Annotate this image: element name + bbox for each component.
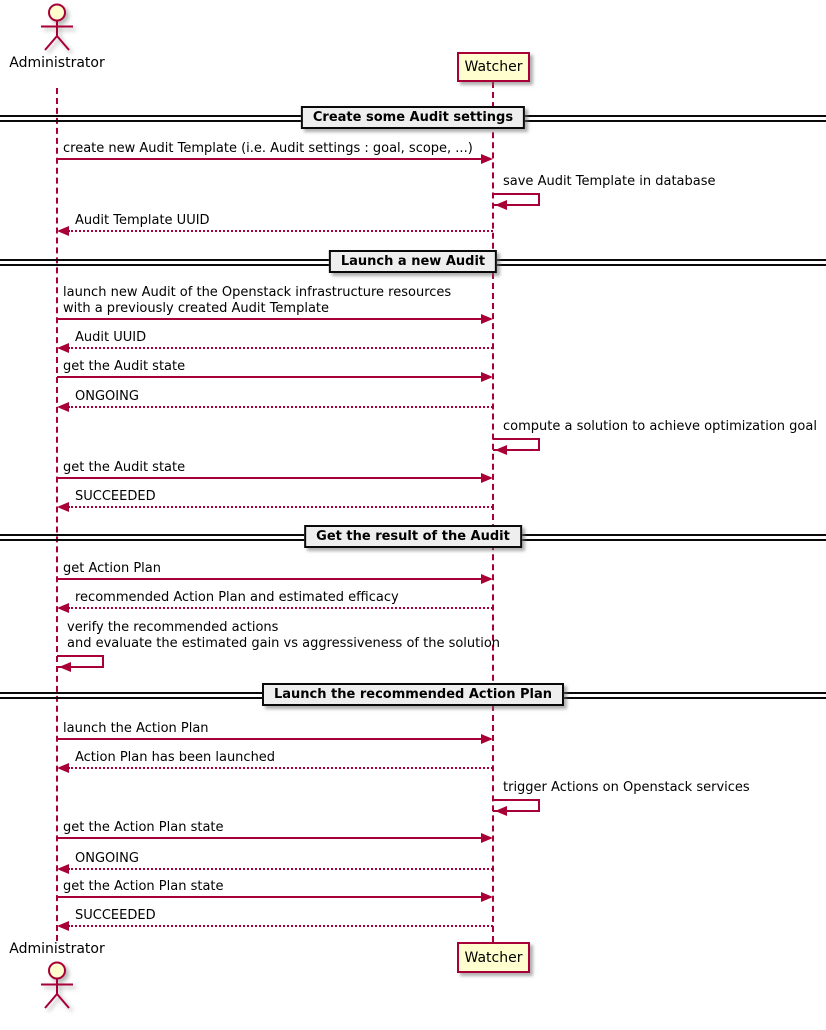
message-label: get Action Plan: [63, 561, 161, 576]
actor-icon: [34, 960, 80, 1014]
arrowhead-icon: [57, 502, 69, 512]
message-label: Action Plan has been launched: [75, 750, 276, 765]
message-label: get the Action Plan state: [63, 879, 224, 894]
message-label: create new Audit Template (i.e. Audit settings : goal, scope, ...): [63, 141, 473, 156]
message-line: [57, 738, 483, 740]
section-divider-label: Launch the recommended Action Plan: [262, 683, 564, 706]
section-divider-label: Launch a new Audit: [329, 250, 497, 273]
section-divider-label: Get the result of the Audit: [304, 525, 522, 548]
arrowhead-icon: [481, 892, 493, 902]
arrowhead-icon: [481, 833, 493, 843]
arrowhead-icon: [481, 154, 493, 164]
message-label: launch the Action Plan: [63, 721, 209, 736]
message-line: [57, 318, 483, 320]
message-label: verify the recommended actions and evaluate the estimated gain vs aggressiveness of the solution: [67, 620, 501, 651]
message-label: trigger Actions on Openstack services: [503, 780, 750, 795]
message-label: launch new Audit of the Openstack infrastructure resources with a previously created Audit Template: [63, 285, 452, 316]
arrowhead-icon: [57, 603, 69, 613]
participant-label: Watcher: [464, 949, 523, 966]
message-line: [68, 767, 493, 769]
message-label: compute a solution to achieve optimization goal: [503, 419, 817, 434]
arrowhead-icon: [57, 864, 69, 874]
message-line: [57, 477, 483, 479]
message-line: [68, 230, 493, 232]
message-line: [68, 868, 493, 870]
message-line: [57, 158, 483, 160]
arrowhead-icon: [57, 226, 69, 236]
message-label: Audit Template UUID: [75, 213, 210, 228]
message-line: [68, 925, 493, 927]
arrowhead-icon: [481, 314, 493, 324]
message-label: get the Audit state: [63, 460, 186, 475]
participant-watcher-bottom: [457, 942, 530, 973]
participant-label: Watcher: [464, 59, 523, 75]
message-line: [57, 837, 483, 839]
arrowhead-icon: [57, 763, 69, 773]
arrowhead-icon: [481, 473, 493, 483]
message-line: [68, 506, 493, 508]
arrowhead-icon: [481, 574, 493, 584]
arrowhead-icon: [481, 372, 493, 382]
message-label: Audit UUID: [75, 330, 147, 345]
arrowhead-icon: [495, 445, 507, 455]
actor-label: Administrator: [9, 55, 105, 71]
actor-administrator-bottom: [7, 941, 107, 1014]
actor-label: Administrator: [9, 941, 105, 957]
message-label: SUCCEEDED: [75, 908, 156, 923]
message-label: save Audit Template in database: [503, 174, 716, 189]
message-label: ONGOING: [75, 389, 139, 404]
arrowhead-icon: [57, 343, 69, 353]
message-line: [68, 406, 493, 408]
message-line: [68, 607, 493, 609]
arrowhead-icon: [481, 734, 493, 744]
message-label: get the Action Plan state: [63, 820, 224, 835]
arrowhead-icon: [495, 806, 507, 816]
message-line: [68, 347, 493, 349]
message-line: [57, 896, 483, 898]
message-label: SUCCEEDED: [75, 489, 156, 504]
message-line: [57, 578, 483, 580]
message-label: recommended Action Plan and estimated efficacy: [75, 590, 399, 605]
message-line: [57, 376, 483, 378]
arrowhead-icon: [495, 200, 507, 210]
message-label: get the Audit state: [63, 359, 186, 374]
arrowhead-icon: [57, 402, 69, 412]
message-label: ONGOING: [75, 851, 139, 866]
section-divider-label: Create some Audit settings: [301, 106, 525, 129]
arrowhead-icon: [57, 921, 69, 931]
arrowhead-icon: [59, 662, 71, 672]
